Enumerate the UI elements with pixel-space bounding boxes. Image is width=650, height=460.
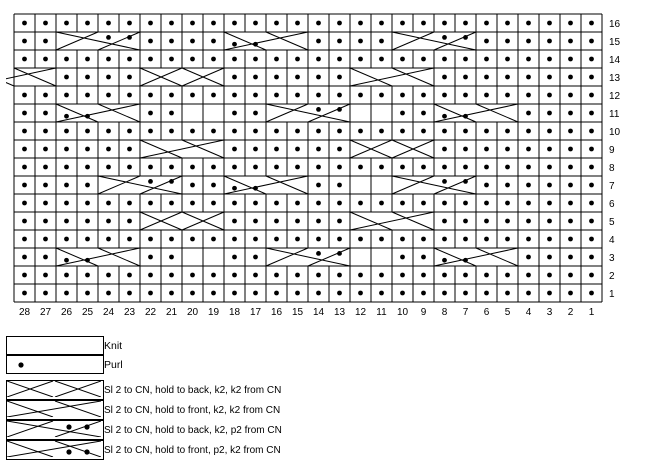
svg-text:13: 13 bbox=[333, 307, 346, 318]
chart-grid bbox=[6, 8, 646, 328]
legend-row bbox=[6, 400, 282, 420]
legend-symbol-knit bbox=[6, 336, 104, 355]
legend-label-cable-front-p2k2: Sl 2 to CN, hold to front, p2, k2 from CN bbox=[104, 444, 281, 456]
legend-symbol-cable-front-p2k2 bbox=[6, 440, 104, 460]
svg-text:19: 19 bbox=[207, 307, 220, 318]
legend-row bbox=[6, 440, 282, 460]
svg-text:16: 16 bbox=[270, 307, 283, 318]
svg-text:3: 3 bbox=[609, 253, 615, 264]
svg-text:1: 1 bbox=[609, 289, 615, 300]
legend-label-cable-back-k2k2: Sl 2 to CN, hold to back, k2, k2 from CN bbox=[104, 384, 282, 396]
svg-text:10: 10 bbox=[609, 127, 621, 138]
legend-table bbox=[6, 336, 282, 460]
legend-label-cable-front-k2k2: Sl 2 to CN, hold to front, k2, k2 from CN bbox=[104, 404, 281, 416]
svg-text:8: 8 bbox=[609, 163, 615, 174]
svg-text:15: 15 bbox=[291, 307, 304, 318]
legend-row bbox=[6, 420, 282, 440]
legend-label-purl: Purl bbox=[104, 358, 123, 371]
svg-text:16: 16 bbox=[609, 19, 621, 30]
svg-text:8: 8 bbox=[441, 307, 448, 318]
legend-symbol-cable-back-k2p2 bbox=[6, 420, 104, 440]
legend-row bbox=[6, 380, 282, 400]
legend-row bbox=[6, 336, 282, 355]
svg-text:10: 10 bbox=[396, 307, 409, 318]
svg-text:9: 9 bbox=[609, 145, 615, 156]
svg-text:28: 28 bbox=[18, 307, 31, 318]
svg-text:23: 23 bbox=[123, 307, 136, 318]
svg-text:3: 3 bbox=[546, 307, 553, 318]
legend bbox=[6, 336, 282, 460]
svg-text:7: 7 bbox=[462, 307, 469, 318]
svg-text:4: 4 bbox=[525, 307, 532, 318]
svg-text:12: 12 bbox=[609, 91, 621, 102]
svg-text:6: 6 bbox=[483, 307, 490, 318]
svg-text:11: 11 bbox=[609, 109, 620, 120]
svg-text:18: 18 bbox=[228, 307, 241, 318]
svg-text:21: 21 bbox=[165, 307, 178, 318]
legend-symbol-cable-front-k2k2 bbox=[6, 400, 104, 420]
svg-text:4: 4 bbox=[609, 235, 615, 246]
legend-symbol-cable-back-k2k2 bbox=[6, 380, 104, 400]
legend-label-knit: Knit bbox=[104, 339, 123, 352]
legend-label-cable-back-k2p2: Sl 2 to CN, hold to back, k2, p2 from CN bbox=[104, 424, 282, 436]
svg-text:14: 14 bbox=[609, 55, 621, 66]
svg-text:2: 2 bbox=[567, 307, 574, 318]
svg-text:27: 27 bbox=[39, 307, 52, 318]
svg-text:1: 1 bbox=[588, 307, 595, 318]
svg-text:11: 11 bbox=[376, 307, 387, 318]
legend-symbol-purl bbox=[6, 355, 104, 374]
legend-row bbox=[6, 355, 282, 374]
svg-text:7: 7 bbox=[609, 181, 615, 192]
svg-text:17: 17 bbox=[249, 307, 262, 318]
svg-text:2: 2 bbox=[609, 271, 615, 282]
svg-text:12: 12 bbox=[354, 307, 367, 318]
svg-text:13: 13 bbox=[609, 73, 621, 84]
svg-text:9: 9 bbox=[420, 307, 427, 318]
svg-text:20: 20 bbox=[186, 307, 199, 318]
svg-text:14: 14 bbox=[312, 307, 325, 318]
svg-text:22: 22 bbox=[144, 307, 157, 318]
knitting-chart bbox=[6, 8, 646, 328]
svg-text:25: 25 bbox=[81, 307, 94, 318]
svg-text:6: 6 bbox=[609, 199, 615, 210]
svg-text:5: 5 bbox=[504, 307, 511, 318]
svg-text:5: 5 bbox=[609, 217, 615, 228]
svg-text:26: 26 bbox=[60, 307, 73, 318]
svg-text:15: 15 bbox=[609, 37, 621, 48]
svg-text:24: 24 bbox=[102, 307, 115, 318]
